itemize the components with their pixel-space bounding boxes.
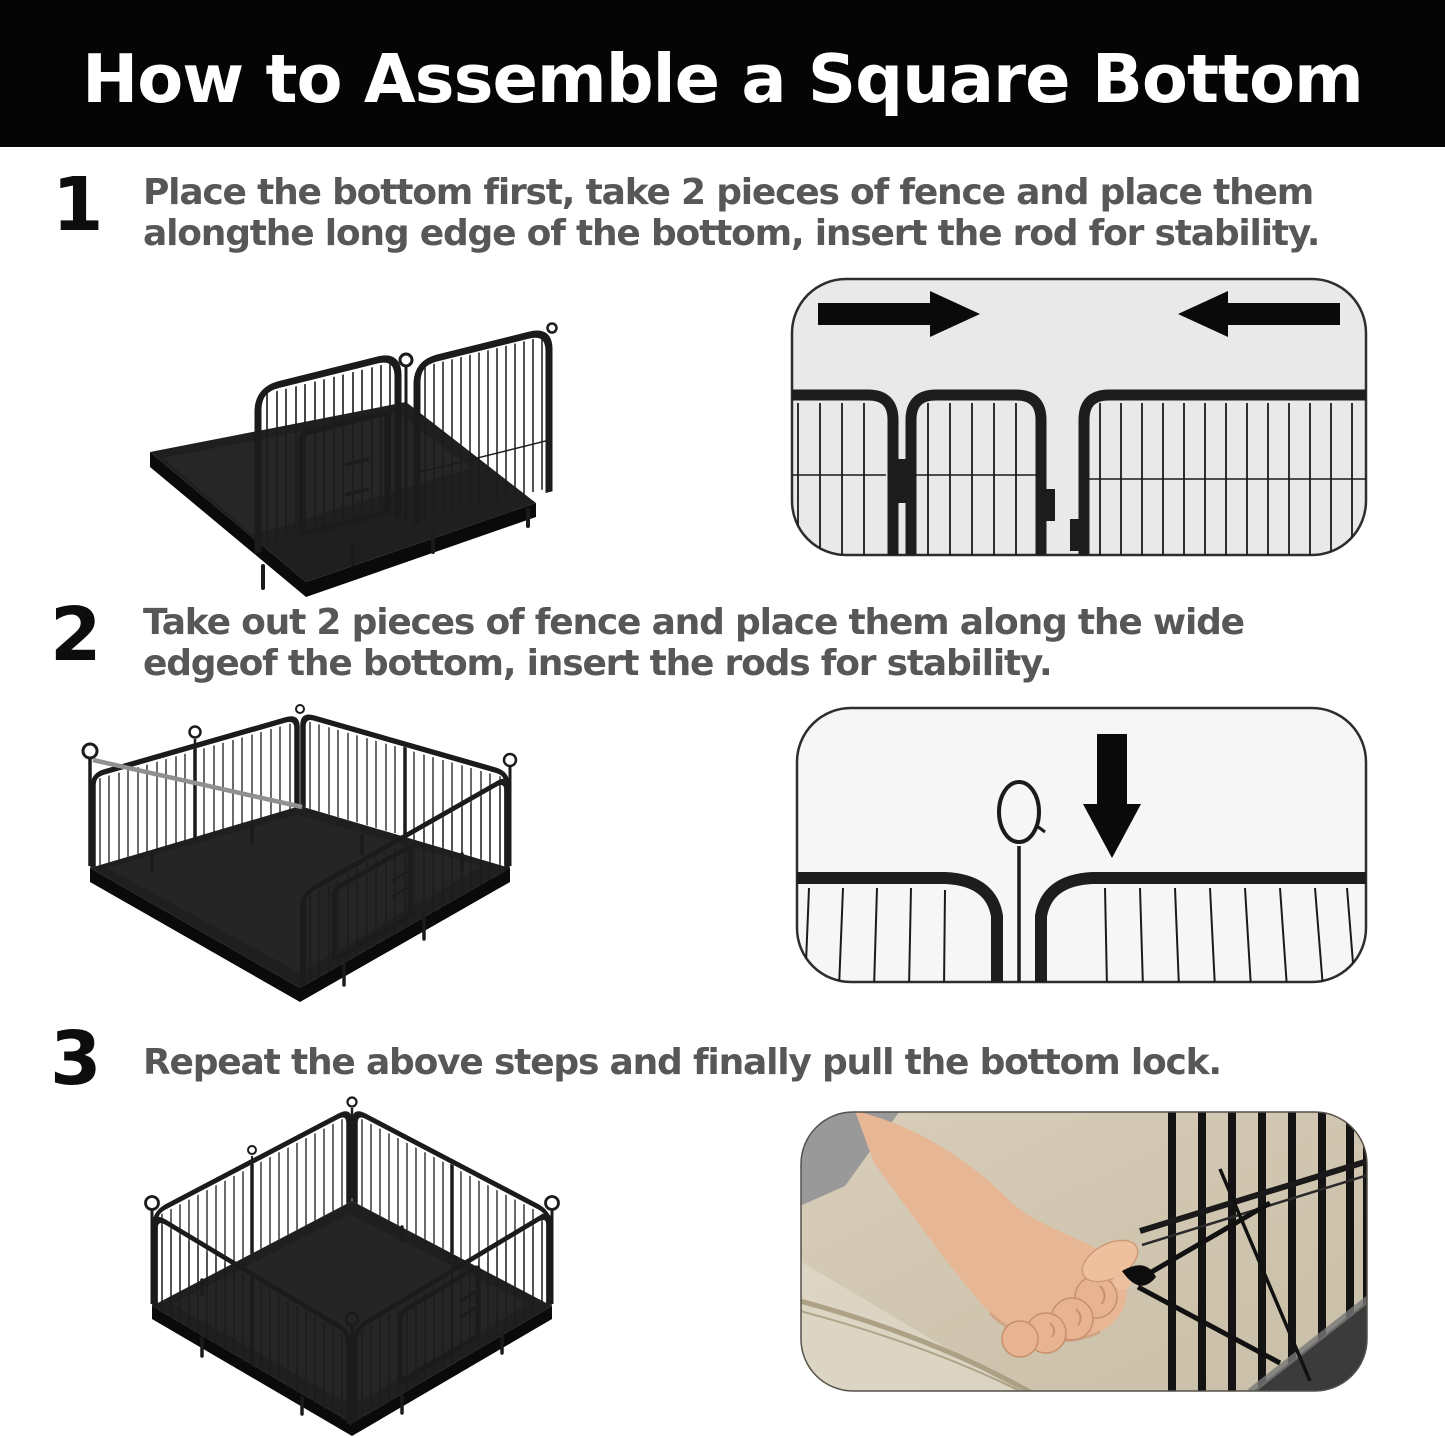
step-1-product-figure	[103, 320, 563, 602]
step-3-product-figure	[127, 1098, 579, 1436]
step-1-text	[143, 172, 1413, 254]
playpen-complete-illustration	[127, 1098, 579, 1436]
step-3-text-line-1: Repeat the above steps and finally pull the bottom lock.	[143, 1042, 1221, 1083]
playpen-two-panels-illustration	[103, 320, 563, 602]
step-3-number: 3	[50, 1016, 100, 1102]
step-2-text-line-2: edgeof the bottom, insert the rods for stability.	[143, 643, 1052, 684]
page-title: How to Assemble a Square Bottom	[82, 39, 1363, 118]
finger	[1002, 1321, 1038, 1357]
pull-bottom-lock-photo	[800, 1111, 1368, 1392]
bottom-tray	[90, 806, 510, 1002]
playpen-three-sides-illustration	[62, 703, 538, 1013]
insert-rod-diagram	[795, 706, 1368, 984]
connector-tab	[1042, 489, 1055, 521]
step-1-text-line-2: alongthe long edge of the bottom, insert the rod for stability.	[143, 213, 1320, 254]
step-2-number: 2	[50, 592, 100, 678]
connector-tab	[1070, 519, 1083, 551]
step-2-text	[143, 602, 1413, 684]
connector-tab	[894, 459, 908, 503]
step-2-text-line-1: Take out 2 pieces of fence and place them along the wide	[143, 602, 1244, 643]
diagram-background	[797, 708, 1366, 982]
header-banner	[0, 0, 1445, 147]
step-3-text	[143, 1042, 1413, 1083]
join-panels-diagram	[790, 277, 1368, 557]
step-1-text-line-1: Place the bottom first, take 2 pieces of fence and place them	[143, 172, 1314, 213]
step-2-product-figure	[62, 703, 538, 1013]
step-1-number: 1	[52, 162, 102, 248]
step-1-detail-figure	[790, 277, 1368, 557]
step-2-detail-figure	[795, 706, 1368, 984]
step-3-detail-figure	[800, 1111, 1368, 1392]
